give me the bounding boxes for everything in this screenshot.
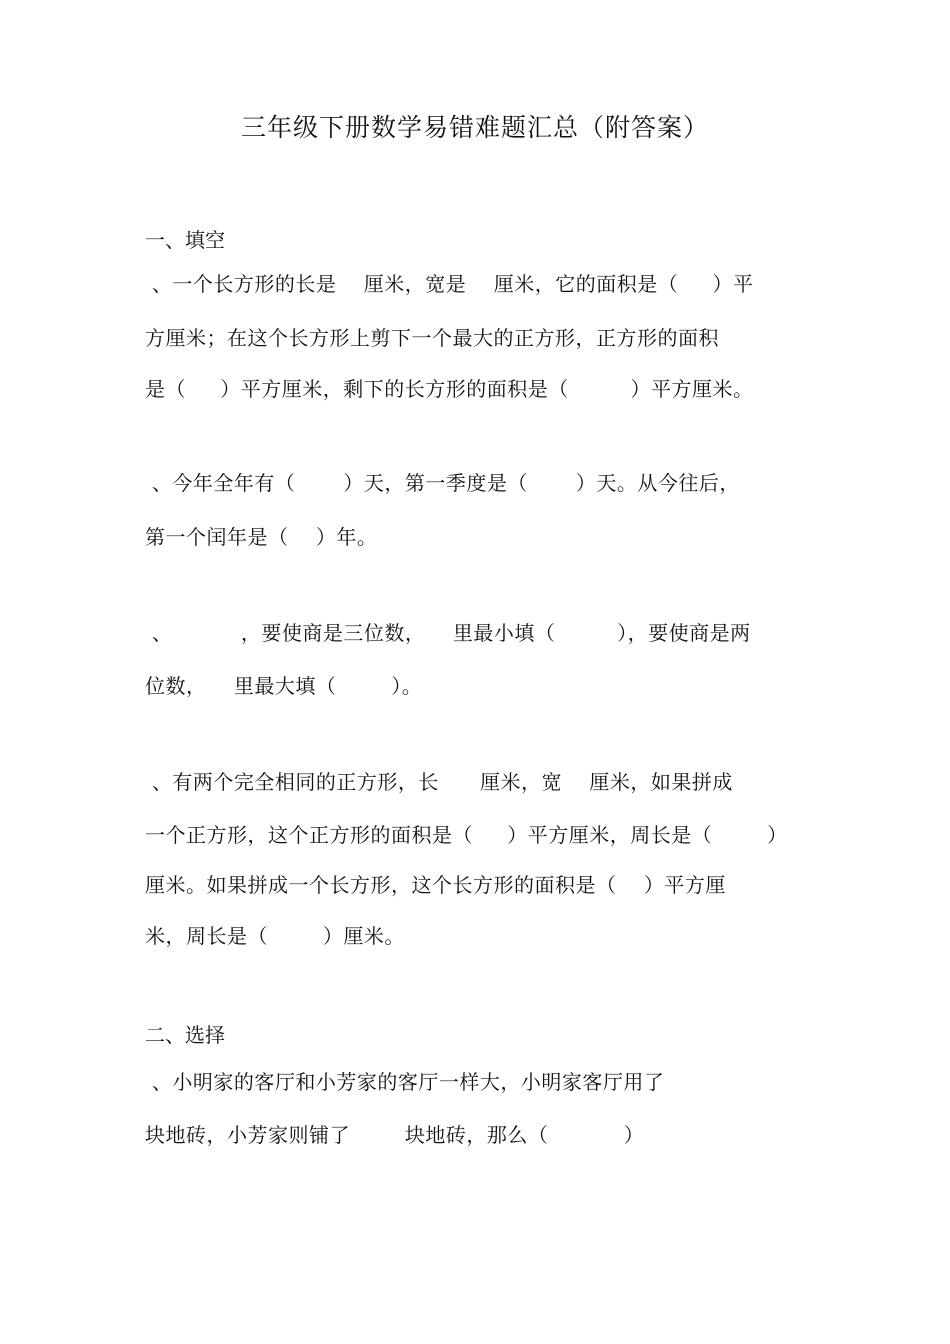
question-4-line-2: 一个正方形，这个正方形的面积是（ ）平方厘米，周长是（ ） <box>145 823 788 847</box>
question-3-line-2: 位数， 里最大填（ ）。 <box>145 674 423 698</box>
question-4-line-3: 厘米。如果拼成一个长方形，这个长方形的面积是（ ）平方厘 <box>145 873 726 897</box>
document-title: 三年级下册数学易错难题汇总（附答案） <box>240 113 709 142</box>
question-2-line-1: 、今年全年有（ ）天，第一季度是（ ）天。从今往后， <box>145 471 740 495</box>
choice-question-1-line-2: 块地砖，小芳家则铺了 块地砖，那么（ ） <box>145 1123 645 1147</box>
question-1-line-3: 是（ ）平方厘米，剩下的长方形的面积是（ ）平方厘米。 <box>145 377 754 401</box>
question-2-line-2: 第一个闰年是（ ）年。 <box>145 525 378 549</box>
question-4-line-4: 米，周长是（ ）厘米。 <box>145 924 405 948</box>
section-heading-choice: 二、选择 <box>145 1023 225 1047</box>
question-4-line-1: 、有两个完全相同的正方形，长 厘米，宽 厘米，如果拼成 <box>145 770 733 794</box>
question-1-line-2: 方厘米；在这个长方形上剪下一个最大的正方形，正方形的面积 <box>145 326 719 350</box>
question-3-line-1: 、 ，要使商是三位数， 里最小填（ ），要使商是两 <box>145 621 751 645</box>
section-heading-fill-blank: 一、填空 <box>145 228 225 252</box>
question-1-line-1: 、一个长方形的长是 厘米，宽是 厘米，它的面积是（ ）平 <box>145 272 754 296</box>
choice-question-1-line-1: 、小明家的客厅和小芳家的客厅一样大，小明家客厅用了 <box>145 1070 665 1094</box>
